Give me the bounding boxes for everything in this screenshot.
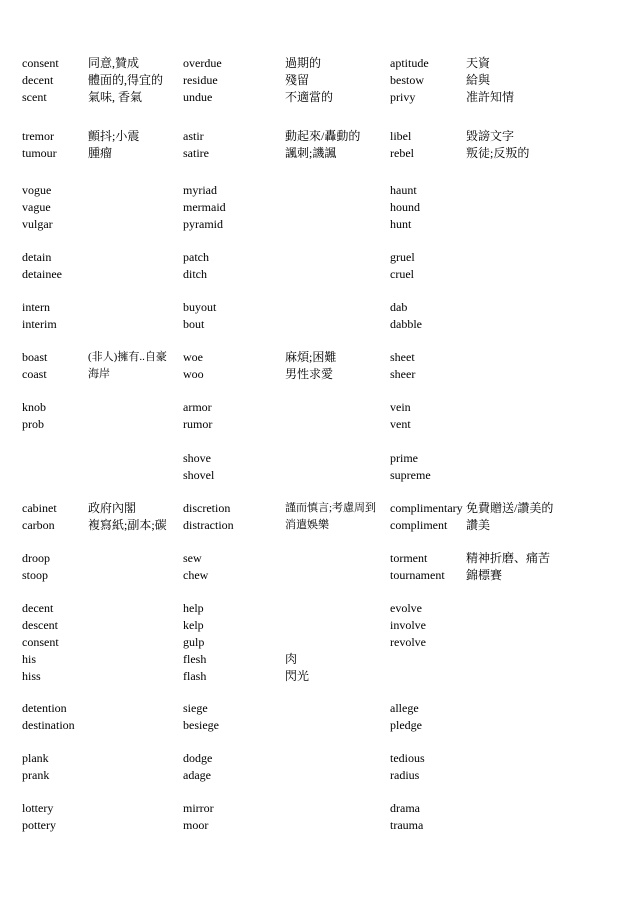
english-word: drama xyxy=(390,801,420,815)
english-word: patch xyxy=(183,250,209,264)
english-word: prank xyxy=(22,768,50,782)
vocab-row xyxy=(0,467,638,484)
english-word: plank xyxy=(22,751,49,765)
english-word: detainee xyxy=(22,267,62,281)
english-word: overdue xyxy=(183,56,222,70)
english-word: residue xyxy=(183,73,218,87)
english-word: droop xyxy=(22,551,50,565)
vocab-row xyxy=(0,450,638,467)
chinese-meaning: 閃光 xyxy=(285,669,310,683)
chinese-meaning: 體面的,得宜的 xyxy=(88,73,164,87)
english-word: moor xyxy=(183,818,209,832)
english-word: consent xyxy=(22,56,59,70)
english-word: rumor xyxy=(183,417,213,431)
vocab-group xyxy=(0,600,638,685)
english-word: buyout xyxy=(183,300,217,314)
chinese-meaning: 謹而慎言;考慮周到 xyxy=(285,502,377,514)
english-word: consent xyxy=(22,635,59,649)
english-word: prob xyxy=(22,417,44,431)
vocab-group xyxy=(0,182,638,233)
english-word: trauma xyxy=(390,818,424,832)
chinese-meaning: 顫抖;小震 xyxy=(88,129,140,143)
english-word: mirror xyxy=(183,801,214,815)
english-word: pyramid xyxy=(183,217,223,231)
english-word: libel xyxy=(390,129,412,143)
english-word: flesh xyxy=(183,652,207,666)
vocab-row xyxy=(0,817,638,834)
vocab-group xyxy=(0,249,638,283)
english-word: discretion xyxy=(183,501,231,515)
vocab-row xyxy=(0,249,638,266)
chinese-meaning: 複寫紙;副本;碳 xyxy=(88,518,167,532)
vocab-row xyxy=(0,299,638,316)
english-word: bout xyxy=(183,317,205,331)
english-word: vulgar xyxy=(22,217,53,231)
chinese-meaning: 諷刺;譏諷 xyxy=(285,146,337,160)
english-word: detain xyxy=(22,250,52,264)
vocab-row xyxy=(0,517,638,534)
english-word: undue xyxy=(183,90,213,104)
vocab-row xyxy=(0,55,638,72)
vocab-row xyxy=(0,216,638,233)
vocab-row xyxy=(0,500,638,517)
vocab-group xyxy=(0,800,638,834)
english-word: ditch xyxy=(183,267,207,281)
english-word: dab xyxy=(390,300,408,314)
english-word: vague xyxy=(22,200,51,214)
vocab-row xyxy=(0,72,638,89)
vocab-row xyxy=(0,600,638,617)
english-word: besiege xyxy=(183,718,219,732)
vocab-group xyxy=(0,500,638,534)
english-word: armor xyxy=(183,400,212,414)
english-word: lottery xyxy=(22,801,54,815)
english-word: decent xyxy=(22,73,54,87)
english-word: shovel xyxy=(183,468,215,482)
chinese-meaning: 不適當的 xyxy=(285,90,334,104)
english-word: compliment xyxy=(390,518,448,532)
english-word: his xyxy=(22,652,37,666)
english-word: intern xyxy=(22,300,50,314)
vocab-group xyxy=(0,750,638,784)
vocab-group xyxy=(0,399,638,433)
english-word: carbon xyxy=(22,518,55,532)
english-word: satire xyxy=(183,146,209,160)
english-word: aptitude xyxy=(390,56,429,70)
english-word: chew xyxy=(183,568,209,582)
english-word: descent xyxy=(22,618,58,632)
chinese-meaning: 精神折磨、痛苦 xyxy=(466,551,551,565)
english-word: boast xyxy=(22,350,48,364)
english-word: cruel xyxy=(390,267,414,281)
english-word: rebel xyxy=(390,146,414,160)
vocab-row xyxy=(0,717,638,734)
vocab-group xyxy=(0,550,638,584)
chinese-meaning: 消遣娛樂 xyxy=(285,519,329,531)
chinese-meaning: 天資 xyxy=(466,56,491,70)
english-word: hiss xyxy=(22,669,41,683)
english-word: decent xyxy=(22,601,54,615)
english-word: mermaid xyxy=(183,200,226,214)
english-word: supreme xyxy=(390,468,431,482)
chinese-meaning: (非人)擁有..自豪 xyxy=(88,351,167,363)
english-word: vein xyxy=(390,400,411,414)
chinese-meaning: 海岸 xyxy=(88,368,110,380)
english-word: interim xyxy=(22,317,57,331)
english-word: destination xyxy=(22,718,75,732)
english-word: flash xyxy=(183,669,207,683)
english-word: gruel xyxy=(390,250,415,264)
vocab-group xyxy=(0,299,638,333)
english-word: scent xyxy=(22,90,47,104)
chinese-meaning: 叛徒;反叛的 xyxy=(466,146,530,160)
vocab-row xyxy=(0,366,638,383)
english-word: torment xyxy=(390,551,428,565)
vocab-row xyxy=(0,199,638,216)
chinese-meaning: 男性求愛 xyxy=(285,367,334,381)
english-word: vent xyxy=(390,417,411,431)
english-word: sheer xyxy=(390,367,416,381)
vocab-row xyxy=(0,145,638,162)
vocab-row xyxy=(0,651,638,668)
vocab-group xyxy=(0,349,638,383)
chinese-meaning: 同意,贊成 xyxy=(88,56,140,70)
english-word: tedious xyxy=(390,751,425,765)
vocab-row xyxy=(0,800,638,817)
english-word: help xyxy=(183,601,204,615)
vocab-row xyxy=(0,89,638,106)
vocab-row xyxy=(0,668,638,685)
english-word: adage xyxy=(183,768,211,782)
vocab-row xyxy=(0,750,638,767)
vocab-row xyxy=(0,349,638,366)
english-word: siege xyxy=(183,701,208,715)
english-word: distraction xyxy=(183,518,234,532)
english-word: revolve xyxy=(390,635,426,649)
english-word: astir xyxy=(183,129,204,143)
english-word: hunt xyxy=(390,217,412,231)
vocab-row xyxy=(0,416,638,433)
english-word: bestow xyxy=(390,73,424,87)
english-word: tumour xyxy=(22,146,57,160)
english-word: cabinet xyxy=(22,501,57,515)
vocab-row xyxy=(0,700,638,717)
vocab-row xyxy=(0,399,638,416)
english-word: shove xyxy=(183,451,211,465)
english-word: woe xyxy=(183,350,203,364)
vocab-group xyxy=(0,450,638,484)
english-word: detention xyxy=(22,701,67,715)
english-word: dabble xyxy=(390,317,422,331)
chinese-meaning: 動起來/轟動的 xyxy=(285,129,361,143)
english-word: pottery xyxy=(22,818,56,832)
english-word: prime xyxy=(390,451,418,465)
english-word: myriad xyxy=(183,183,217,197)
english-word: radius xyxy=(390,768,420,782)
vocab-row xyxy=(0,617,638,634)
chinese-meaning: 過期的 xyxy=(285,56,322,70)
chinese-meaning: 免費贈送/讚美的 xyxy=(466,501,554,515)
english-word: sew xyxy=(183,551,202,565)
chinese-meaning: 錦標賽 xyxy=(466,568,503,582)
english-word: involve xyxy=(390,618,426,632)
vocab-row xyxy=(0,182,638,199)
chinese-meaning: 殘留 xyxy=(285,73,310,87)
chinese-meaning: 麻煩;困難 xyxy=(285,350,337,364)
vocab-group xyxy=(0,128,638,162)
vocab-row xyxy=(0,128,638,145)
english-word: dodge xyxy=(183,751,213,765)
vocab-row xyxy=(0,266,638,283)
chinese-meaning: 毀謗文字 xyxy=(466,129,515,143)
vocab-row xyxy=(0,316,638,333)
english-word: evolve xyxy=(390,601,422,615)
vocab-row xyxy=(0,567,638,584)
english-word: tremor xyxy=(22,129,54,143)
vocab-group xyxy=(0,700,638,734)
chinese-meaning: 給與 xyxy=(466,73,491,87)
english-word: coast xyxy=(22,367,47,381)
vocab-row xyxy=(0,767,638,784)
vocab-row xyxy=(0,550,638,567)
chinese-meaning: 肉 xyxy=(285,652,298,666)
english-word: haunt xyxy=(390,183,417,197)
english-word: sheet xyxy=(390,350,415,364)
english-word: stoop xyxy=(22,568,49,582)
chinese-meaning: 讚美 xyxy=(466,518,491,532)
english-word: kelp xyxy=(183,618,204,632)
chinese-meaning: 氣味, 香氣 xyxy=(88,90,143,104)
english-word: woo xyxy=(183,367,204,381)
english-word: vogue xyxy=(22,183,52,197)
english-word: tournament xyxy=(390,568,445,582)
english-word: knob xyxy=(22,400,46,414)
vocab-row xyxy=(0,634,638,651)
english-word: pledge xyxy=(390,718,422,732)
english-word: gulp xyxy=(183,635,205,649)
vocab-group xyxy=(0,55,638,106)
chinese-meaning: 准許知情 xyxy=(466,90,515,104)
chinese-meaning: 腫瘤 xyxy=(88,146,113,160)
english-word: privy xyxy=(390,90,416,104)
english-word: complimentary xyxy=(390,501,463,515)
chinese-meaning: 政府內閣 xyxy=(88,501,137,515)
english-word: allege xyxy=(390,701,419,715)
english-word: hound xyxy=(390,200,420,214)
